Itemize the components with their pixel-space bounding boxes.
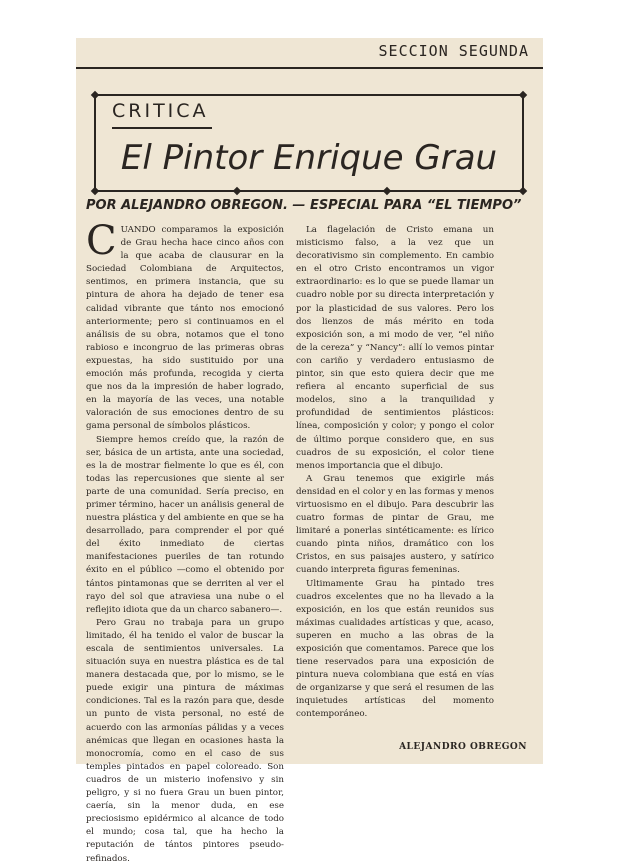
article-headline: El Pintor Enrique Grau (120, 138, 498, 178)
article-paragraph: A Grau tenemos que exigirle más densidad en el color y en las formas y menos virtuosismo en el dibujo. Para descubrir las cuatro formas de pintar de Grau, me limitaré a ponerlas sintéticamente: es lírico cuando pinta niños, dramático con los Cristos, en sus paisajes austero, y satírico cuando interpreta figuras femeninas. (296, 473, 494, 576)
newspaper-clipping (76, 38, 543, 864)
drop-cap: C (86, 218, 117, 264)
article-column-left (86, 218, 284, 864)
article-signature: ALEJANDRO OBREGON (399, 742, 527, 752)
article-paragraph: Ultimamente Grau ha pintado tres cuadros excelentes que no ha llevado a la exposición, en los que están reunidos sus máximas cualidades artísticas y que, acaso, superen en mucho a las obras de la exposición que comentamos. Parece que los tiene reservados para una exposición de pintura nueva colombiana que está en vías de organizarse y que será el resumen de las inquietudes artísticas del momento contemporáneo. (296, 578, 494, 720)
article-paragraph: Siempre hemos creído que, la razón de ser, básica de un artista, ante una sociedad, es la de mostrar fielmente lo que es él, con todas las repercusiones que siente al ser parte de una comunidad. Sería preciso, en primer término, hacer un análisis general de nuestra plástica y del ambiente en que se ha desarrollado, para comprender el por qué del éxito inmediato de ciertas manifestaciones pueriles de tan rotundo éxito en el público —como el obtenido por tántos pintamonas que se derriten al ver el rayo del sol que atraviesa una nube o el reflejito idiota que da un charco sabanero—. (86, 434, 284, 615)
frame-corner-ornament (519, 187, 527, 195)
frame-ornament (233, 187, 241, 195)
frame-ornament (383, 187, 391, 195)
title-frame (94, 94, 524, 192)
article-column-right (296, 224, 494, 734)
kicker-underline (112, 127, 212, 129)
frame-top-line (94, 94, 524, 96)
frame-corner-ornament (91, 187, 99, 195)
header-rule (76, 67, 543, 69)
article-paragraph: La flagelación de Cristo emana un misticismo falso, a la vez que un decorativismo sin complemento. En cambio en el otro Cristo encontramos un vigor extraordinario: es lo que se puede llamar un cuadro noble por su directa interpretación y por la plasticidad de sus valores. Pero los dos lienzos de más mérito en toda exposición son, a mi modo de ver, “el niño de la cereza” y “Nancy”: allí lo vemos pintar con cariño y verdadero entusiasmo de pintor, sin que esto quiera decir que me refiera al encanto superficial de sus modelos, sino a la tranquilidad y profundidad de sentimientos plásticos: línea, composición y color; y pongo el color de último porque considero que, en sus cuadros de su exposición, el color tiene menos importancia que el dibujo. (296, 225, 494, 471)
section-label: SECCION SEGUNDA (378, 42, 529, 60)
frame-corner-ornament (91, 91, 99, 99)
frame-corner-ornament (519, 91, 527, 99)
article-byline: POR ALEJANDRO OBREGON. — ESPECIAL PARA “EL TIEMPO” (86, 198, 522, 213)
article-paragraph: UANDO comparamos la exposición de Grau hecha hace cinco años con la que acaba de clausurar en la Sociedad Colombiana de Arquitectos, sentimos, en primera instancia, que su pintura de ahora ha dejado de tener esa calidad vibrante que tánto nos emocionó anteriormente; pero si continuamos en el análisis de su obra, notamos que el tono rabioso e incongruo de las primeras obras expuestas, ha sido sustituido por una emoción más profunda, recogida y cierta que nos da la impresión de haber logrado, en la mayoría de las veces, una notable valoración de sus emociones dentro de su gama personal de símbolos plásticos. (86, 225, 284, 432)
section-kicker: CRITICA (112, 100, 209, 122)
frame-bottom-line (94, 190, 524, 192)
article-paragraph: Pero Grau no trabaja para un grupo limitado, él ha tenido el valor de buscar la escala de sentimientos universales. La situación suya en nuestra plástica es de tal manera destacada que, por lo mismo, se le puede exigir una pintura de máximas condiciones. Tal es la razón para que, desde un punto de vista personal, no esté de acuerdo con las armonías pálidas y a veces anémicas que llegan en ocasiones hasta la monocromía, como en el caso de sus temples pintados en papel coloreado. Son cuadros de un misterio inofensivo y sin peligro, y si no fuera Grau un buen pintor, caería, sin la menor duda, en ese preciosismo epidérmico al alcance de todo el mundo; cosa tal, que ha hecho la reputación de tántos pintores pseudo-refinados. (86, 617, 284, 864)
